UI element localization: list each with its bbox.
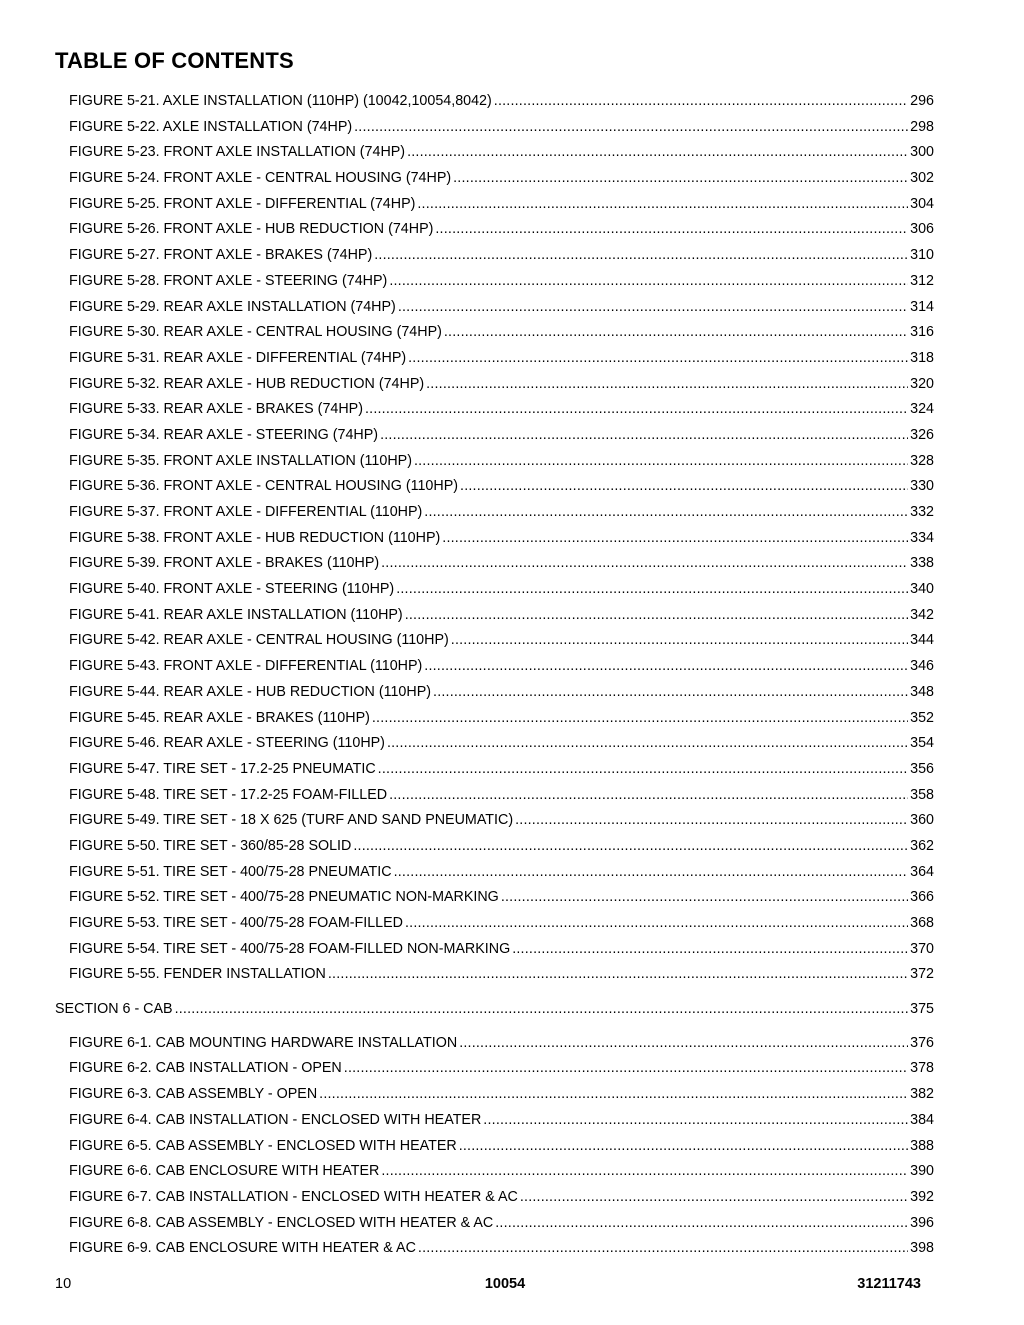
toc-entry-page: 352: [910, 709, 934, 726]
toc-dot-leader: [460, 474, 908, 500]
toc-entry-page: 364: [910, 863, 934, 880]
toc-entry-label: FIGURE 5-43. FRONT AXLE - DIFFERENTIAL (110HP): [69, 658, 423, 675]
toc-dot-leader: [381, 551, 908, 577]
toc-entry-page: 304: [910, 195, 934, 212]
toc-entry-label: FIGURE 5-46. REAR AXLE - STEERING (110HP): [69, 735, 385, 752]
toc-entry-page: 314: [910, 298, 934, 315]
toc-dot-leader: [424, 654, 908, 680]
toc-entry-label: FIGURE 5-33. REAR AXLE - BRAKES (74HP): [69, 401, 363, 418]
toc-dot-leader: [512, 937, 908, 963]
toc-figure-entry[interactable]: [69, 1108, 934, 1134]
toc-entry-page: 370: [910, 940, 934, 957]
toc-figure-entry[interactable]: [69, 834, 934, 860]
toc-entry-page: 316: [910, 324, 934, 341]
toc-figure-entry[interactable]: [69, 1159, 934, 1185]
toc-dot-leader: [380, 423, 908, 449]
toc-dot-leader: [175, 997, 909, 1023]
table-of-contents: [0, 89, 1024, 1262]
toc-dot-leader: [424, 500, 908, 526]
toc-entry-label: FIGURE 6-5. CAB ASSEMBLY - ENCLOSED WITH HEATER: [69, 1137, 457, 1154]
toc-entry-label: FIGURE 5-28. FRONT AXLE - STEERING (74HP): [69, 272, 388, 289]
toc-dot-leader: [501, 885, 908, 911]
toc-figure-entry[interactable]: [69, 1031, 934, 1057]
toc-entry-page: 320: [910, 375, 934, 392]
toc-entry-label: FIGURE 6-1. CAB MOUNTING HARDWARE INSTALLATION: [69, 1034, 458, 1051]
toc-entry-label: FIGURE 5-47. TIRE SET - 17.2-25 PNEUMATIC: [69, 760, 376, 777]
page-footer: [0, 1276, 1024, 1298]
toc-entry-page: 326: [910, 426, 934, 443]
toc-dot-leader: [381, 1159, 908, 1185]
toc-dot-leader: [444, 320, 908, 346]
toc-entry-page: 300: [910, 144, 934, 161]
toc-entry-label: FIGURE 6-4. CAB INSTALLATION - ENCLOSED WITH HEATER: [69, 1111, 482, 1128]
toc-entry-page: 306: [910, 221, 934, 238]
toc-figure-entry[interactable]: [69, 1134, 934, 1160]
toc-dot-leader: [408, 346, 908, 372]
toc-dot-leader: [387, 731, 908, 757]
footer-page-number: 10: [55, 1276, 72, 1292]
toc-entry-label: FIGURE 5-32. REAR AXLE - HUB REDUCTION (74HP): [69, 375, 425, 392]
toc-entry-label: FIGURE 5-44. REAR AXLE - HUB REDUCTION (110HP): [69, 683, 432, 700]
toc-dot-leader: [378, 757, 908, 783]
toc-entry-page: 378: [910, 1060, 934, 1077]
toc-figure-entry[interactable]: [69, 731, 934, 757]
toc-entry-label: FIGURE 5-30. REAR AXLE - CENTRAL HOUSING (74HP): [69, 324, 442, 341]
toc-entry-page: 328: [910, 452, 934, 469]
toc-entry-label: FIGURE 5-40. FRONT AXLE - STEERING (110HP): [69, 581, 395, 598]
toc-entry-page: 340: [910, 581, 934, 598]
toc-entry-label: FIGURE 5-35. FRONT AXLE INSTALLATION (110HP): [69, 452, 412, 469]
toc-figure-entry[interactable]: [69, 243, 934, 269]
toc-entry-page: 324: [910, 401, 934, 418]
toc-entry-label: FIGURE 5-37. FRONT AXLE - DIFFERENTIAL (110HP): [69, 504, 423, 520]
toc-entry-label: FIGURE 5-53. TIRE SET - 400/75-28 FOAM-FILLED: [69, 915, 403, 931]
toc-entry-label: FIGURE 5-25. FRONT AXLE - DIFFERENTIAL (74HP): [69, 195, 416, 212]
toc-figure-entry[interactable]: [69, 346, 934, 372]
toc-dot-leader: [442, 526, 908, 552]
toc-dot-leader: [433, 680, 908, 706]
toc-dot-leader: [328, 962, 908, 988]
toc-entry-page: 390: [910, 1163, 934, 1180]
toc-dot-leader: [483, 1108, 908, 1134]
toc-figure-entry[interactable]: [69, 551, 934, 577]
toc-section-entry[interactable]: [55, 997, 934, 1023]
toc-entry-page: 382: [910, 1086, 934, 1103]
toc-entry-page: 362: [910, 837, 934, 854]
toc-figure-entry[interactable]: [69, 783, 934, 809]
toc-figure-entry[interactable]: [69, 320, 934, 346]
toc-entry-page: 330: [910, 478, 934, 495]
toc-entry-label: FIGURE 5-21. AXLE INSTALLATION (110HP) (10042,10054,8042): [69, 93, 492, 109]
toc-entry-page: 375: [910, 1001, 934, 1018]
toc-entry-label: FIGURE 5-29. REAR AXLE INSTALLATION (74HP): [69, 298, 396, 315]
toc-dot-leader: [354, 115, 908, 141]
toc-figure-entry[interactable]: [69, 885, 934, 911]
toc-entry-label: FIGURE 6-2. CAB INSTALLATION - OPEN: [69, 1060, 342, 1077]
toc-figure-entry[interactable]: [69, 911, 934, 937]
toc-entry-page: 392: [910, 1188, 934, 1205]
toc-entry-page: 368: [910, 915, 934, 931]
toc-entry-label: FIGURE 5-48. TIRE SET - 17.2-25 FOAM-FILLED: [69, 786, 388, 803]
toc-dot-leader: [319, 1082, 908, 1108]
toc-entry-page: 360: [910, 812, 934, 829]
toc-dot-leader: [365, 397, 908, 423]
toc-entry-label: FIGURE 6-9. CAB ENCLOSURE WITH HEATER & AC: [69, 1240, 416, 1257]
toc-dot-leader: [435, 217, 908, 243]
toc-entry-page: 302: [910, 170, 934, 187]
toc-entry-page: 388: [910, 1137, 934, 1154]
toc-figure-entry[interactable]: [69, 269, 934, 295]
toc-entry-label: FIGURE 5-51. TIRE SET - 400/75-28 PNEUMATIC: [69, 863, 392, 880]
toc-entry-label: FIGURE 5-45. REAR AXLE - BRAKES (110HP): [69, 709, 370, 726]
toc-entry-label: FIGURE 5-50. TIRE SET - 360/85-28 SOLID: [69, 837, 352, 854]
toc-figure-entry[interactable]: [69, 166, 934, 192]
toc-entry-page: 298: [910, 118, 934, 135]
toc-entry-page: 398: [910, 1240, 934, 1257]
toc-figure-entry[interactable]: [69, 372, 934, 398]
toc-figure-entry[interactable]: [69, 140, 934, 166]
toc-entry-page: 312: [910, 272, 934, 289]
toc-figure-entry[interactable]: [69, 397, 934, 423]
toc-dot-leader: [407, 140, 908, 166]
toc-entry-label: FIGURE 5-23. FRONT AXLE INSTALLATION (74HP): [69, 144, 406, 161]
toc-figure-entry[interactable]: [69, 603, 934, 629]
toc-entry-page: 346: [910, 658, 934, 675]
toc-entry-label: FIGURE 6-7. CAB INSTALLATION - ENCLOSED WITH HEATER & AC: [69, 1188, 518, 1205]
toc-entry-page: 310: [910, 247, 934, 264]
toc-dot-leader: [396, 577, 908, 603]
toc-dot-leader: [372, 706, 908, 732]
toc-dot-leader: [414, 449, 908, 475]
toc-figure-entry[interactable]: [69, 654, 934, 680]
toc-entry-page: 332: [910, 504, 934, 520]
toc-figure-entry[interactable]: [69, 500, 934, 526]
toc-entry-page: 344: [910, 632, 934, 649]
toc-entry-label: FIGURE 5-22. AXLE INSTALLATION (74HP): [69, 118, 353, 135]
toc-figure-entry[interactable]: [69, 1185, 934, 1211]
toc-entry-page: 396: [910, 1214, 934, 1231]
toc-entry-page: 384: [910, 1111, 934, 1128]
toc-entry-label: FIGURE 5-49. TIRE SET - 18 X 625 (TURF AND SAND PNEUMATIC): [69, 812, 514, 829]
toc-figure-entry[interactable]: [69, 1211, 934, 1237]
toc-entry-label: FIGURE 5-41. REAR AXLE INSTALLATION (110HP): [69, 606, 403, 623]
footer-document-number: 31211743: [857, 1276, 921, 1292]
toc-figure-entry[interactable]: [69, 808, 934, 834]
toc-figure-entry[interactable]: [69, 860, 934, 886]
toc-figure-entry[interactable]: [69, 628, 934, 654]
toc-dot-leader: [459, 1134, 908, 1160]
toc-entry-label: FIGURE 5-52. TIRE SET - 400/75-28 PNEUMATIC NON-MARKING: [69, 889, 499, 906]
toc-entry-label: FIGURE 6-8. CAB ASSEMBLY - ENCLOSED WITH HEATER & AC: [69, 1214, 494, 1231]
toc-figure-entry[interactable]: [69, 1056, 934, 1082]
toc-dot-leader: [515, 808, 908, 834]
toc-dot-leader: [417, 192, 908, 218]
toc-entry-page: 356: [910, 760, 934, 777]
toc-entry-page: 358: [910, 786, 934, 803]
toc-entry-page: 338: [910, 555, 934, 572]
page-title: TABLE OF CONTENTS: [55, 48, 294, 73]
toc-entry-label: FIGURE 5-54. TIRE SET - 400/75-28 FOAM-FILLED NON-MARKING: [69, 940, 511, 957]
toc-entry-label: FIGURE 5-24. FRONT AXLE - CENTRAL HOUSING (74HP): [69, 170, 452, 187]
toc-entry-page: 334: [910, 529, 934, 546]
toc-figure-entry[interactable]: [69, 217, 934, 243]
toc-figure-entry[interactable]: [69, 474, 934, 500]
toc-figure-entry[interactable]: [69, 526, 934, 552]
toc-dot-leader: [405, 603, 908, 629]
toc-entry-label: FIGURE 5-31. REAR AXLE - DIFFERENTIAL (74HP): [69, 349, 407, 366]
toc-figure-entry[interactable]: [69, 89, 934, 115]
toc-entry-label: FIGURE 5-26. FRONT AXLE - HUB REDUCTION (74HP): [69, 221, 434, 238]
toc-figure-entry[interactable]: [69, 1082, 934, 1108]
toc-entry-page: 354: [910, 735, 934, 752]
toc-figure-entry[interactable]: [69, 962, 934, 988]
toc-figure-entry[interactable]: [69, 577, 934, 603]
toc-dot-leader: [344, 1056, 908, 1082]
toc-entry-label: FIGURE 5-27. FRONT AXLE - BRAKES (74HP): [69, 247, 373, 264]
toc-entry-label: FIGURE 6-3. CAB ASSEMBLY - OPEN: [69, 1086, 318, 1103]
footer-model-number: 10054: [484, 1276, 526, 1292]
toc-dot-leader: [398, 295, 908, 321]
toc-entry-page: 376: [910, 1034, 934, 1051]
toc-entry-page: 318: [910, 349, 934, 366]
toc-dot-leader: [418, 1236, 908, 1262]
toc-entry-label: FIGURE 5-39. FRONT AXLE - BRAKES (110HP): [69, 555, 380, 572]
toc-dot-leader: [389, 269, 908, 295]
toc-entry-label: SECTION 6 - CAB: [55, 1001, 173, 1018]
toc-entry-label: FIGURE 5-36. FRONT AXLE - CENTRAL HOUSING (110HP): [69, 478, 459, 495]
toc-entry-label: FIGURE 6-6. CAB ENCLOSURE WITH HEATER: [69, 1163, 380, 1180]
toc-figure-entry[interactable]: [69, 757, 934, 783]
toc-dot-leader: [389, 783, 908, 809]
toc-entry-label: FIGURE 5-42. REAR AXLE - CENTRAL HOUSING (110HP): [69, 632, 449, 649]
toc-figure-entry[interactable]: [69, 706, 934, 732]
toc-entry-page: 372: [910, 966, 934, 983]
toc-dot-leader: [374, 243, 908, 269]
toc-entry-page: 296: [910, 93, 934, 109]
toc-entry-page: 366: [910, 889, 934, 906]
toc-figure-entry[interactable]: [69, 423, 934, 449]
toc-dot-leader: [494, 89, 908, 115]
toc-dot-leader: [453, 166, 908, 192]
toc-dot-leader: [405, 911, 908, 937]
toc-figure-entry[interactable]: [69, 937, 934, 963]
toc-figure-entry[interactable]: [69, 1236, 934, 1262]
toc-dot-leader: [353, 834, 908, 860]
toc-figure-entry[interactable]: [69, 680, 934, 706]
toc-entry-label: FIGURE 5-38. FRONT AXLE - HUB REDUCTION (110HP): [69, 529, 441, 546]
toc-figure-entry[interactable]: [69, 295, 934, 321]
toc-dot-leader: [451, 628, 908, 654]
toc-figure-entry[interactable]: [69, 192, 934, 218]
toc-dot-leader: [426, 372, 908, 398]
toc-dot-leader: [459, 1031, 908, 1057]
toc-entry-page: 348: [910, 683, 934, 700]
toc-dot-leader: [495, 1211, 908, 1237]
toc-figure-entry[interactable]: [69, 115, 934, 141]
toc-dot-leader: [394, 860, 909, 886]
toc-figure-entry[interactable]: [69, 449, 934, 475]
toc-dot-leader: [520, 1185, 908, 1211]
toc-entry-page: 342: [910, 606, 934, 623]
toc-entry-label: FIGURE 5-55. FENDER INSTALLATION: [69, 966, 326, 983]
toc-entry-label: FIGURE 5-34. REAR AXLE - STEERING (74HP): [69, 426, 379, 443]
